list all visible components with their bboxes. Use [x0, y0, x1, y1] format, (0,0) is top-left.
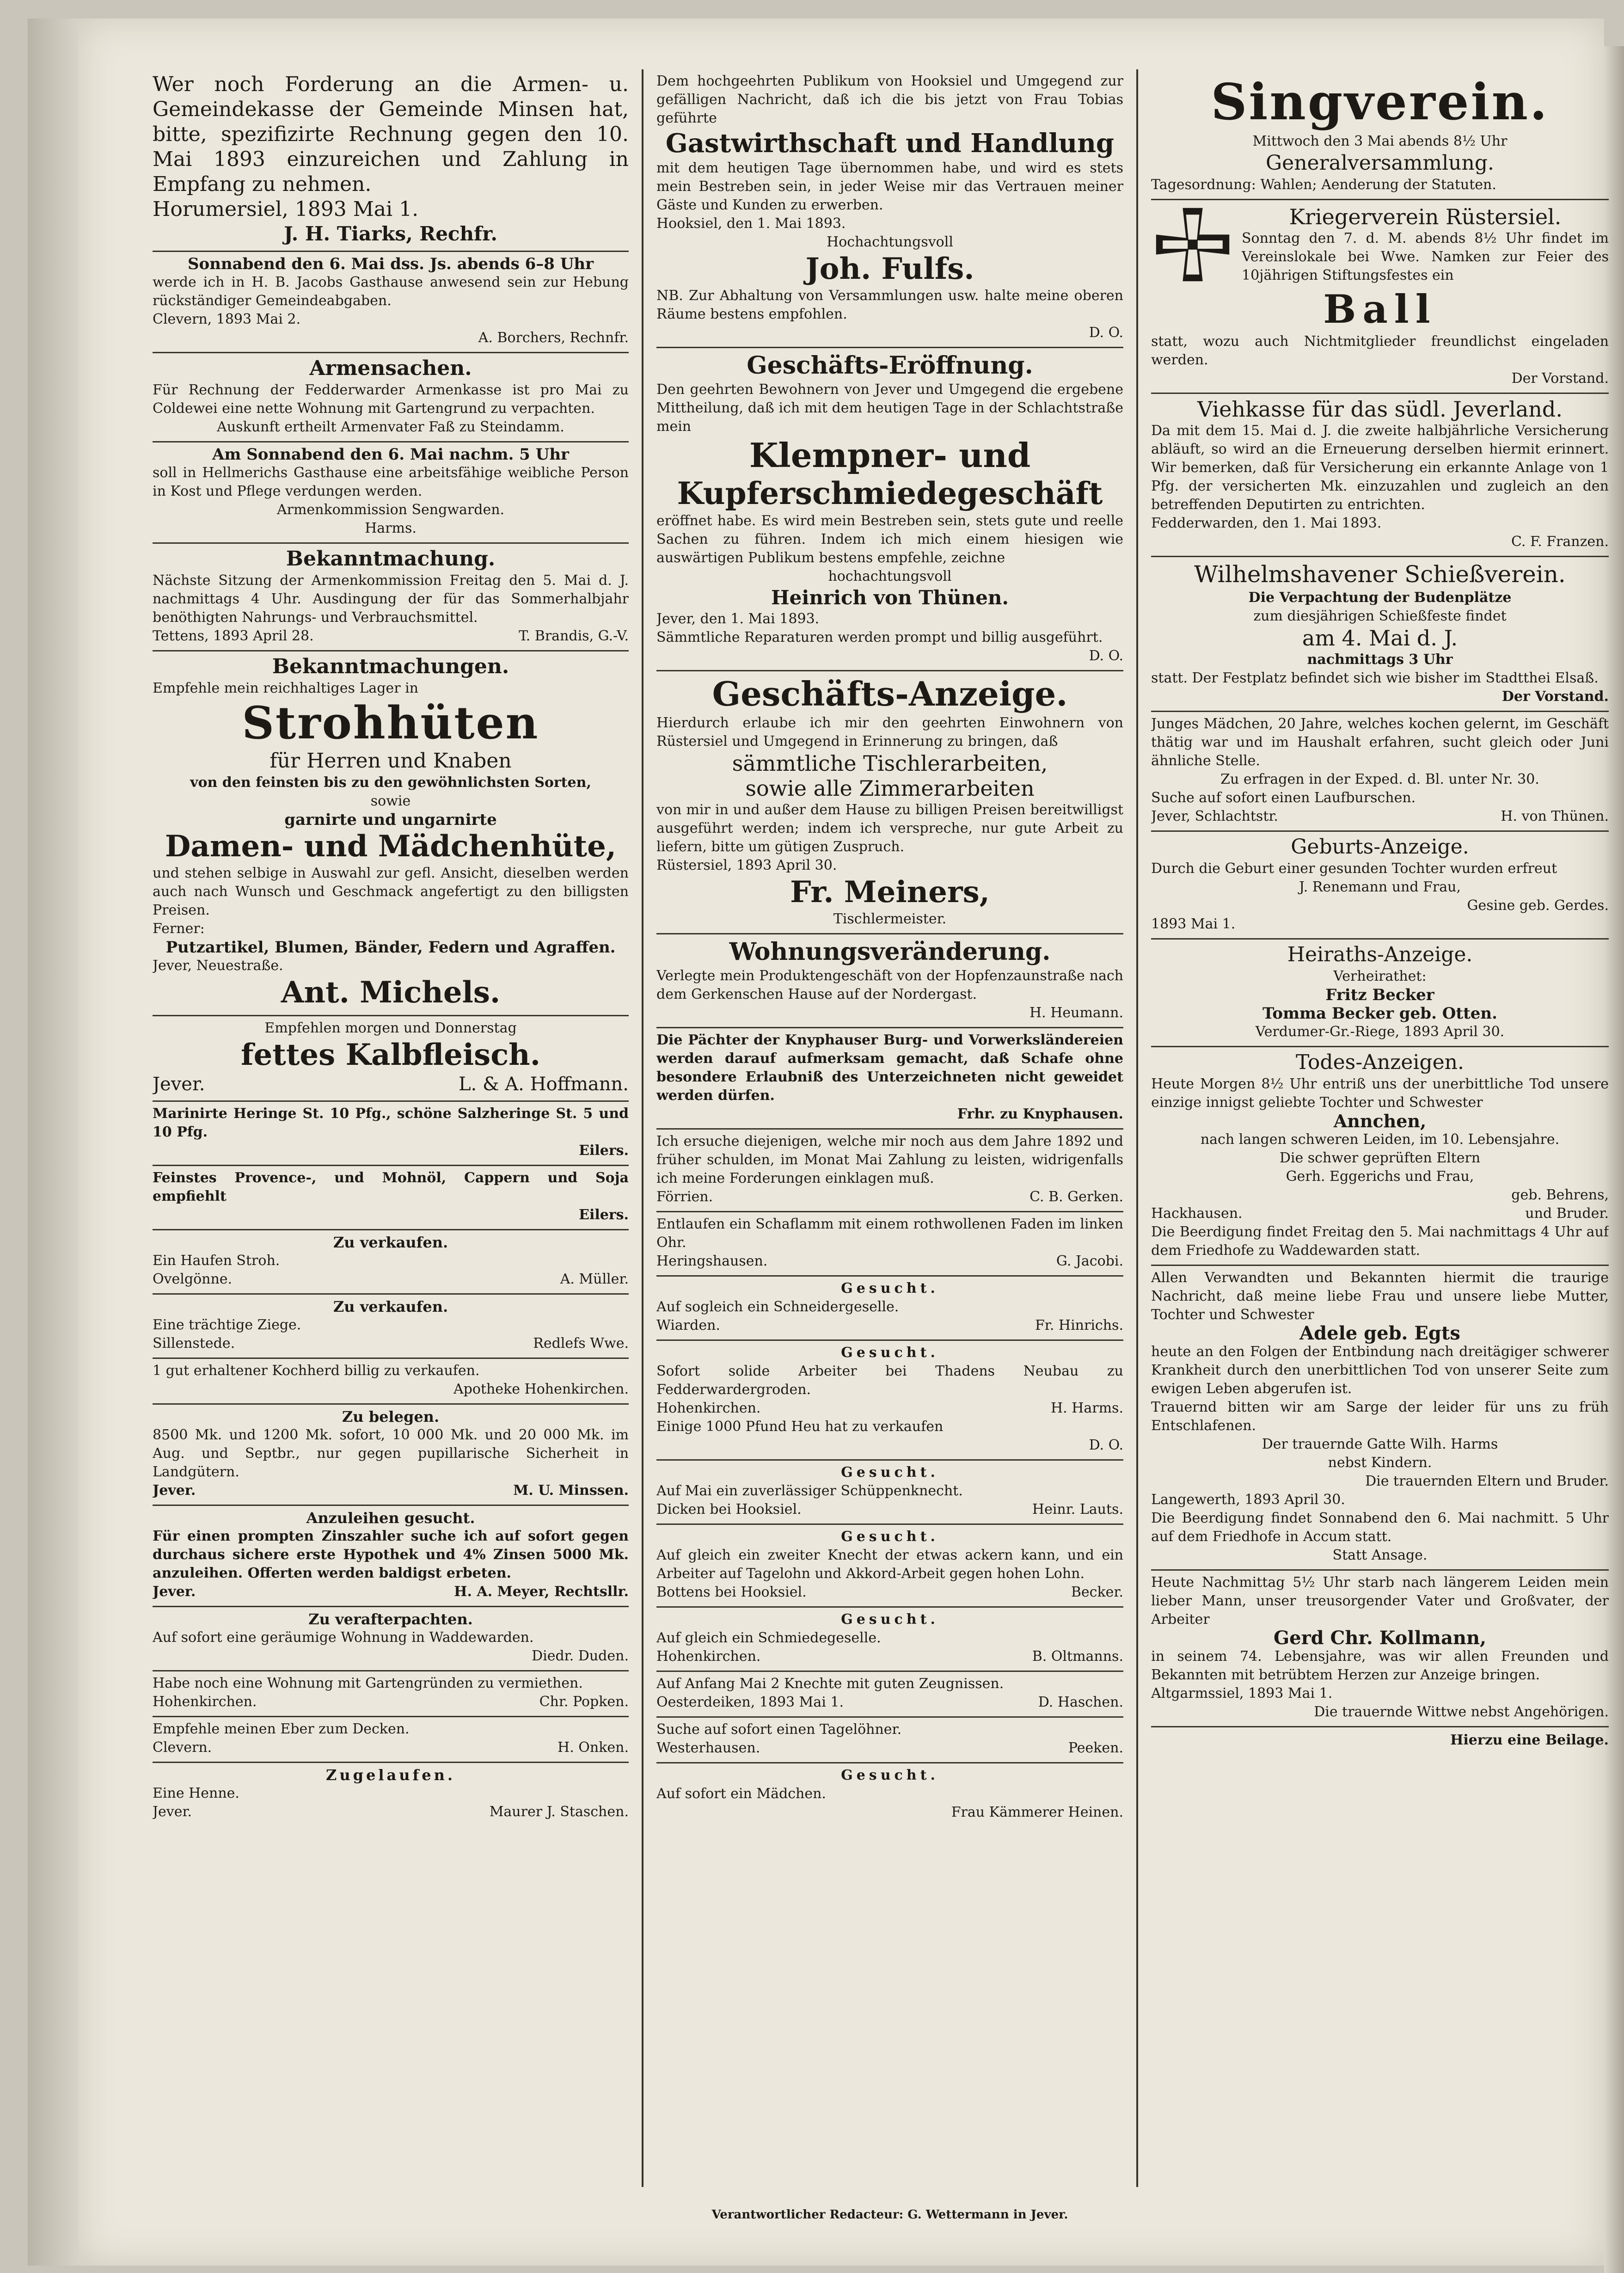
ad-minsen-claims: Wer noch Forderung an die Armen- u. Gemeindekasse der Gemeinde Minsen hat, bitte, spezifizirte Rechnung gegen den 10. Mai 1893 einzureichen und Zahlung in Empfang zu nehmen. Horumersiel, 1893 Mai 1. J. H. Tiarks, Rechfr. — [153, 69, 629, 252]
ad-todes-anzeige-kollmann: Heute Nachmittag 5½ Uhr starb nach längerem Leiden mein lieber Mann, unser treusorgender Vater und Großvater, der Arbeiter Gerd Chr. Kollmann, in seinem 74. Lebensjahre, was wir allen Freunden und Bekannten mit betrübtem Herzen zur Anzeige bringen. Altgarmssiel, 1893 Mai 1. Die trauernde Wittwe nebst Angehörigen. — [1151, 1571, 1609, 1727]
ad-kochherd: 1 gut erhaltener Kochherd billig zu verkaufen. Apotheke Hohenkirchen. — [153, 1359, 629, 1405]
ad-stroh-verkauf: Zu verkaufen. Ein Haufen Stroh. Ovelgönne. A. Müller. — [153, 1230, 629, 1295]
column-rule-1 — [642, 69, 643, 2187]
responsible-editor: Verantwortlicher Redacteur: G. Wettermann in Jever. — [711, 2208, 1068, 2222]
ad-geburts-anzeige: Geburts-Anzeige. Durch die Geburt einer gesunden Tochter wurden erfreut J. Renemann und Frau, Gesine geb. Gerdes. 1893 Mai 1. — [1151, 832, 1609, 940]
ad-tageloehner: Suche auf sofort einen Tagelöhner. Westerhausen. Peeken. — [656, 1718, 1123, 1763]
ad-kriegerverein: Kriegerverein Rüstersiel. Sonntag den 7. d. M. abends 8½ Uhr findet im Vereinslokale bei Wwe. Namken zur Feier des 10jährigen Stiftungsfestes ein Ball statt, wozu auch Nichtmitglieder freundlichst eingeladen werden. Der Vorstand. — [1151, 200, 1609, 394]
ad-bekanntmachung-tettens: Bekanntmachung. Nächste Sitzung der Armenkommission Freitag den 5. Mai d. J. nachmittags 4 Uhr. Ausdingung der für das Sommerhalbjahr benöthigten Nahrungs- und Verbrauchsmittel. Tettens, 1893 April 28. T. Brandis, G.-V. — [153, 544, 629, 651]
ad-gesucht-schneider: Gesucht. Auf sogleich ein Schneidergeselle. Wiarden. Fr. Hinrichs. — [656, 1277, 1123, 1341]
iron-cross-icon — [1151, 203, 1234, 286]
ad-gesucht-arbeiter: Gesucht. Sofort solide Arbeiter bei Thadens Neubau zu Fedderwardergroden. Hohenkirchen. H. Harms. Einige 1000 Pfund Heu hat zu verkaufen D. O. — [656, 1341, 1123, 1461]
ad-viehkasse: Viehkasse für das südl. Jeverland. Da mit dem 15. Mai d. J. die zweite halbjährliche Versicherung abläuft, so wird an die Erneuerung derselben hiermit erinnert. Wir bemerken, daß für Versicherung ein erkannte Anlage von 1 Pfg. der versicherten Mk. einzuzahlen und zugleich an den betreffenden Deputirten zu entrichten. Fedderwarden, den 1. Mai 1893. C. F. Franzen. — [1151, 394, 1609, 557]
ad-geschaefts-eroeffnung: Geschäfts-Eröffnung. Den geehrten Bewohnern von Jever und Umgegend die ergebene Mittheilung, daß ich mit dem heutigen Tage in der Schlachtstraße mein Klempner- und Kupferschmiedegeschäft eröffnet habe. Es wird mein Bestreben sein, stets gute und reelle Sachen zu führen. Indem ich mich einem hiesigen wie auswärtigen Publikum bestens empfehle, zeichne hochachtungsvoll Heinrich von Thünen. Jever, den 1. Mai 1893. Sämmtliche Reparaturen werden prompt und billig ausgeführt. D. O. — [656, 348, 1123, 671]
ad-strohhueten: Bekanntmachungen. Empfehle mein reichhaltiges Lager in Strohhüten für Herren und Knaben von den feinsten bis zu den gewöhnlichsten Sorten, sowie garnirte und ungarnirte Damen- und Mädchenhüte, und stehen selbige in Auswahl zur gefl. Ansicht, dieselben werden auch nach Wunsch und Geschmack angefertigt zu den billigsten Preisen. Ferner: Putzartikel, Blumen, Bänder, Federn und Agraffen. Jever, Neuestraße. Ant. Michels. — [153, 651, 629, 1016]
ad-todes-anzeige-adele: Allen Verwandten und Bekannten hiermit die traurige Nachricht, daß meine liebe Frau und unsere liebe Mutter, Tochter und Schwester Adele geb. Egts heute an den Folgen der Entbindung nach dreitägiger schwerer Krankheit durch den unerbittlichen Tod von unserer Seite zum ewigen Leben abgerufen ist. Trauernd bitten wir am Sarge der leider für uns zu früh Entschlafenen. Der trauernde Gatte Wilh. Harms nebst Kindern. Die trauernden Eltern und Bruder. Langewerth, 1893 April 30. Die Beerdigung findet Sonnabend den 6. Mai nachmitt. 5 Uhr auf dem Friedhofe in Accum statt. Statt Ansage. — [1151, 1266, 1609, 1571]
column-3 — [1151, 69, 1609, 2196]
ad-heringe: Marinirte Heringe St. 10 Pfg., schöne Salzheringe St. 5 und 10 Pfg. Eilers. — [153, 1102, 629, 1166]
column-2 — [656, 69, 1123, 2196]
ad-singverein: Singverein. Mittwoch den 3 Mai abends 8½ Uhr Generalversammlung. Tagesordnung: Wahlen; Aenderung der Statuten. — [1151, 69, 1609, 200]
ad-zugelaufen: Zugelaufen. Eine Henne. Jever. Maurer J. Staschen. — [153, 1766, 629, 1820]
beilage-note: Hierzu eine Beilage. — [1450, 1732, 1609, 1748]
ad-gerken: Ich ersuche diejenigen, welche mir noch aus dem Jahre 1892 und früher schulden, im Monat Mai Zahlung zu leisten, widrigenfalls ich meine Forderungen einklagen muß. Förrien. C. B. Gerken. — [656, 1130, 1123, 1212]
ad-knechte-mai: Auf Anfang Mai 2 Knechte mit guten Zeugnissen. Oesterdeiken, 1893 Mai 1. D. Haschen. — [656, 1672, 1123, 1718]
ad-eber: Empfehle meinen Eber zum Decken. Clevern. H. Onken. — [153, 1717, 629, 1763]
ad-kalbfleisch: Empfehlen morgen und Donnerstag fettes Kalbfleisch. Jever. L. & A. Hoffmann. — [153, 1016, 629, 1102]
ad-heiraths-anzeige: Heiraths-Anzeige. Verheirathet: Fritz Becker Tomma Becker geb. Otten. Verdumer-Gr.-Riege, 1893 April 30. — [1151, 940, 1609, 1047]
ad-schiessverein: Wilhelmshavener Schießverein. Die Verpachtung der Budenplätze zum diesjährigen Schießfeste findet am 4. Mai d. J. nachmittags 3 Uhr statt. Der Festplatz befindet sich wie bisher im Stadtthei Elsaß. Der Vorstand. — [1151, 557, 1609, 712]
ad-gesucht-knecht: Gesucht. Auf Mai ein zuverlässiger Schüppenknecht. Dicken bei Hooksiel. Heinr. Lauts. — [656, 1461, 1123, 1525]
column-rule-2 — [1136, 69, 1138, 2187]
ad-anzuleihen: Anzuleihen gesucht. Für einen prompten Zinszahler suche ich auf sofort gegen durchaus sichere erste Hypothek und 4% Zinsen 5000 Mk. anzuleihen. Offerten werden baldigst erbeten. Jever. H. A. Meyer, Rechtsllr. — [153, 1506, 629, 1607]
ad-junges-maedchen: Junges Mädchen, 20 Jahre, welches kochen gelernt, im Geschäft thätig war und im Haushalt erfahren, sucht gleich oder Juni ähnliche Stelle. Zu erfragen in der Exped. d. Bl. unter Nr. 30. Suche auf sofort einen Laufburschen. Jever, Schlachtstr. H. von Thünen. — [1151, 712, 1609, 832]
ad-geschaefts-anzeige: Geschäfts-Anzeige. Hierdurch erlaube ich mir den geehrten Einwohnern von Rüstersiel und Umgegend in Erinnerung zu bringen, daß sämmtliche Tischlerarbeiten, sowie alle Zimmerarbeiten von mir in und außer dem Hause zu billigen Preisen bereitwilligst ausgeführt werden; indem ich verspreche, nur gute Arbeit zu liefern, bitte um gütigen Zuspruch. Rüstersiel, 1893 April 30. Fr. Meiners, Tischlermeister. — [656, 671, 1123, 934]
column-1 — [153, 69, 629, 2196]
ad-knyphausen: Die Pächter der Knyphauser Burg- und Vorwerksländereien werden darauf aufmerksam gemacht, daß Schafe ohne besondere Erlaubniß des Unterzeichneten nicht geweidet werden dürfen. Frhr. zu Knyphausen. — [656, 1028, 1123, 1130]
ad-todes-anzeige-annchen: Todes-Anzeigen. Heute Morgen 8½ Uhr entriß uns der unerbittliche Tod unsere einzige innigst geliebte Tochter und Schwester Annchen, nach langen schweren Leiden, im 10. Lebensjahre. Die schwer geprüften Eltern Gerh. Eggerichs und Frau, geb. Behrens, Hackhausen. und Bruder. Die Beerdigung findet Freitag den 5. Mai nachmittags 4 Uhr auf dem Friedhofe zu Waddewarden statt. — [1151, 1047, 1609, 1266]
ad-ziege-verkauf: Zu verkaufen. Eine trächtige Ziege. Sillenstede. Redlefs Wwe. — [153, 1295, 629, 1359]
ad-gesucht-schmied: Gesucht. Auf gleich ein Schmiedegeselle. Hohenkirchen. B. Oltmanns. — [656, 1608, 1123, 1672]
ad-wohnungsveraenderung: Wohnungsveränderung. Verlegte mein Produktengeschäft von der Hopfenzaunstraße nach dem Gerkenschen Hause auf der Nordergast. H. Heumann. — [656, 934, 1123, 1028]
ad-gastwirthschaft: Dem hochgeehrten Publikum von Hooksiel und Umgegend zur gefälligen Nachricht, daß ich die bis jetzt von Frau Tobias geführte Gastwirthschaft und Handlung mit dem heutigen Tage übernommen habe, und wird es stets mein Bestreben sein, in jeder Weise mir das Vertrauen meiner Gäste und Kunden zu erwerben. Hooksiel, den 1. Mai 1893. Hochachtungsvoll Joh. Fulfs. NB. Zur Abhaltung von Versammlungen usw. halte meine oberen Räume bestens empfohlen. D. O. — [656, 69, 1123, 348]
ad-verafterpachten: Zu verafterpachten. Auf sofort eine geräumige Wohnung in Waddewarden. Diedr. Duden. — [153, 1607, 629, 1671]
ad-wohnung-vermieten: Habe noch eine Wohnung mit Gartengründen zu vermiethen. Hohenkirchen. Chr. Popken. — [153, 1671, 629, 1717]
ad-borchers: Sonnabend den 6. Mai dss. Js. abends 6–8 Uhr werde ich in H. B. Jacobs Gasthause anwesend sein zur Hebung rückständiger Gemeindeabgaben. Clevern, 1893 Mai 2. A. Borchers, Rechnfr. — [153, 252, 629, 353]
ad-gesucht-zweiter-knecht: Gesucht. Auf gleich ein zweiter Knecht der etwas ackern kann, und ein Arbeiter auf Tagelohn und Akkord-Arbeit gegen hohen Lohn. Bottens bei Hooksiel. Becker. — [656, 1525, 1123, 1608]
ad-armensachen: Armensachen. Für Rechnung der Fedderwarder Armenkasse ist pro Mai zu Coldewei eine nette Wohnung mit Gartengrund zu verpachten. Auskunft ertheilt Armenvater Faß zu Steindamm. — [153, 353, 629, 442]
adjacent-page-edge — [28, 18, 79, 2266]
ad-gesucht-maedchen: Gesucht. Auf sofort ein Mädchen. Frau Kämmerer Heinen. — [656, 1767, 1123, 1820]
ad-schaflamm: Entlaufen ein Schaflamm mit einem rothwollenen Faden im linken Ohr. Heringshausen. G. Jacobi. — [656, 1212, 1123, 1277]
ad-sengwarden: Am Sonnabend den 6. Mai nachm. 5 Uhr soll in Hellmerichs Gasthause eine arbeitsfähige weibliche Person in Kost und Pflege verdungen werden. Armenkommission Sengwarden. Harms. — [153, 442, 629, 544]
ad-provence-oel: Feinstes Provence-, und Mohnöl, Cappern und Soja empfiehlt Eilers. — [153, 1166, 629, 1230]
ad-zu-belegen: Zu belegen. 8500 Mk. und 1200 Mk. sofort, 10 000 Mk. und 20 000 Mk. im Aug. und Septbr., nur gegen pupillarische Sicherheit in Landgütern. Jever. M. U. Minssen. — [153, 1405, 629, 1506]
